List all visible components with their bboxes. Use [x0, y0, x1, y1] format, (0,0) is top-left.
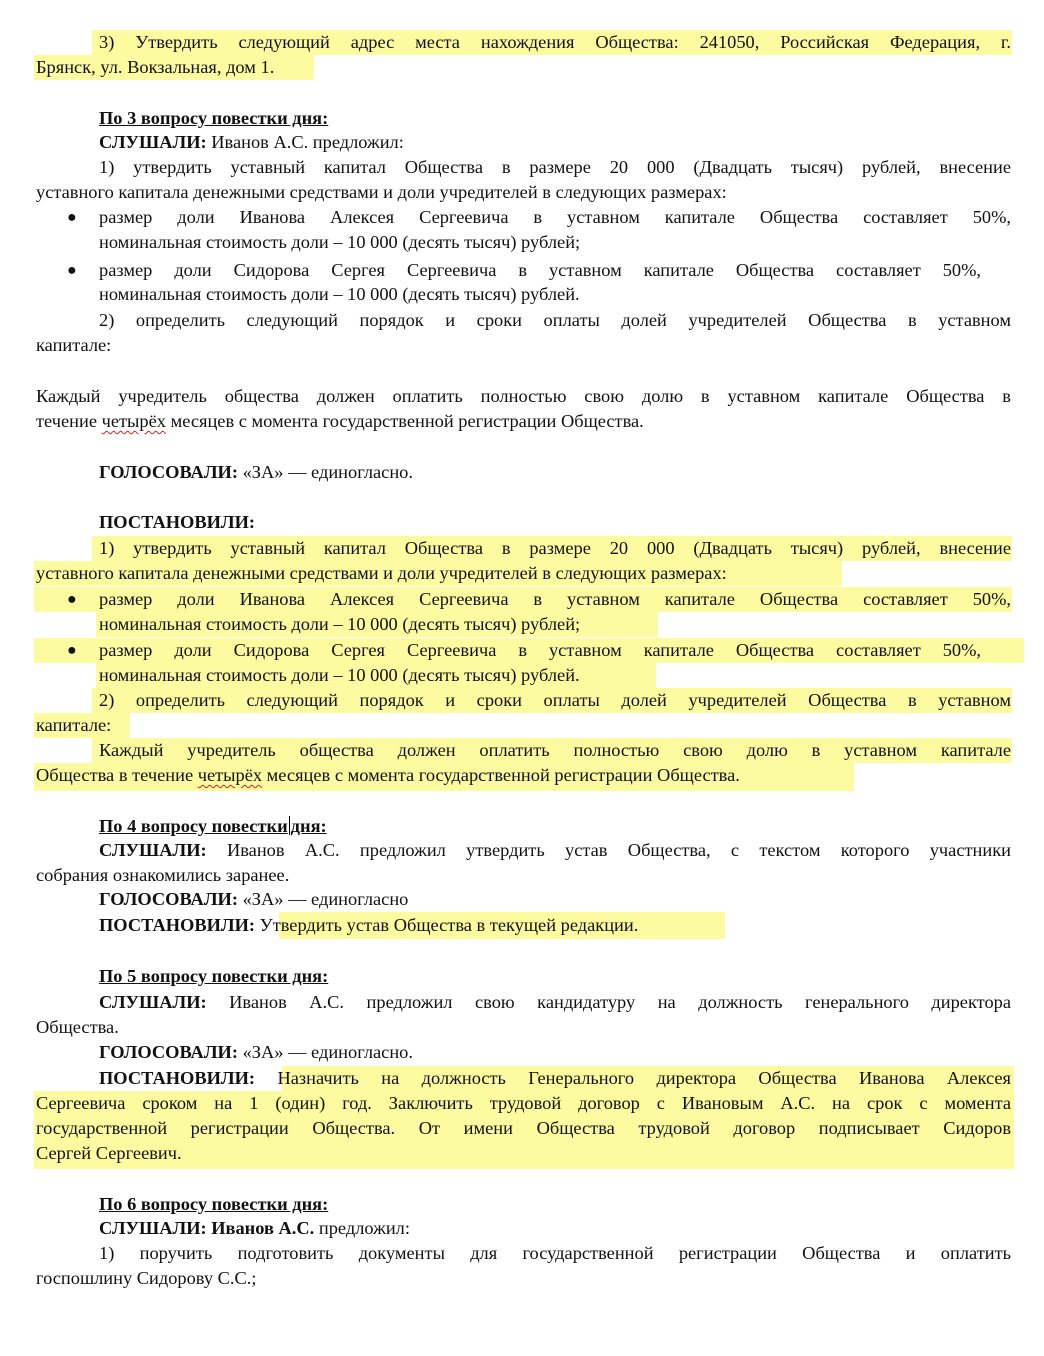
bullet-dot-icon: ● — [67, 642, 77, 659]
heard-text: Иванов А.С. предложил: — [206, 132, 404, 152]
resolved-label: ПОСТАНОВИЛИ: — [99, 915, 256, 935]
heard-line — [99, 838, 1011, 863]
address-line: 3) Утвердить следующий адрес места нахождения Общества: 241050, Российская Федерация, г. — [99, 32, 1011, 52]
heard-label: СЛУШАЛИ: Иванов А.С. — [99, 1218, 315, 1238]
address-line: Брянск, ул. Вокзальная, дом 1. — [36, 57, 275, 77]
resolved-line — [99, 913, 1011, 938]
heard-text: предложил: — [314, 1218, 410, 1238]
spellcheck-underline-icon: четырёх — [101, 411, 166, 431]
bullet-item: размер доли Сидорова Сергея Сергеевича в уставном капитале Общества составляет 50%, — [99, 640, 981, 660]
bullet-item: размер доли Сидорова Сергея Сергеевича в уставном капитале Общества составляет 50%, — [99, 260, 981, 280]
bullet-item: размер доли Иванова Алексея Сергеевича в уставном капитале Общества составляет 50%, — [99, 207, 1011, 227]
resolved-line — [99, 1066, 1011, 1091]
heard-text: Иванов А.С. предложил свою кандидатуру на должность генерального директора — [206, 992, 1011, 1012]
resolution-line: Общества в течение четырёх месяцев с момента государственной регистрации Общества. — [36, 765, 740, 785]
voted-label: ГОЛОСОВАЛИ: — [99, 889, 238, 909]
bullet-dot-icon: ● — [67, 591, 77, 608]
resolution-line: Каждый учредитель общества должен оплатить полностью свою долю в уставном капитале — [99, 740, 1011, 760]
heard-text: Иванов А.С. предложил утвердить устав Общества, с текстом которого участники — [206, 840, 1011, 860]
proposal-line: 1) утвердить уставный капитал Общества в размере 20 000 (Двадцать тысяч) рублей, внесение — [99, 157, 1011, 177]
resolved-text: Утвердить устав Общества в текущей редакции. — [259, 915, 639, 935]
agenda-heading-6: По 6 вопросу повестки дня: — [99, 1194, 329, 1214]
voted-line — [99, 887, 1011, 912]
proposal-line: 2) определить следующий порядок и сроки оплаты долей учредителей Общества в уставном — [99, 310, 1011, 330]
resolution-line: уставного капитала денежными средствами и доли учредителей в следующих размерах: — [36, 563, 727, 583]
proposal-line: 1) поручить подготовить документы для государственной регистрации Общества и оплатить — [99, 1243, 1011, 1263]
bullet-dot-icon: ● — [67, 209, 77, 226]
heard-label: СЛУШАЛИ: — [99, 840, 207, 860]
voted-label: ГОЛОСОВАЛИ: — [99, 1042, 238, 1062]
resolution-line: 1) утвердить уставный капитал Общества в размере 20 000 (Двадцать тысяч) рублей, внесение — [99, 538, 1011, 558]
resolved-line: государственной регистрации Общества. От имени Общества трудовой договор подписывает Сидоров — [36, 1118, 1011, 1138]
payment-line: Каждый учредитель общества должен оплатить полностью свою долю в уставном капитале Общества в — [36, 386, 1011, 406]
heard-line — [99, 130, 1011, 155]
resolved-text: Назначить на должность Генерального директора Общества Иванова Алексея — [277, 1068, 1011, 1088]
bullet-item: номинальная стоимость доли – 10 000 (десять тысяч) рублей. — [99, 284, 580, 304]
agenda-heading-5: По 5 вопросу повестки дня: — [99, 966, 329, 986]
bullet-item: номинальная стоимость доли – 10 000 (десять тысяч) рублей; — [99, 614, 581, 634]
resolved-label: ПОСТАНОВИЛИ: — [99, 512, 256, 532]
voted-line — [99, 460, 1011, 485]
resolved-label: ПОСТАНОВИЛИ: — [99, 1068, 256, 1088]
bullet-dot-icon: ● — [67, 262, 77, 279]
heard-line: Общества. — [36, 1017, 119, 1037]
voted-text: «ЗА» — единогласно — [237, 889, 409, 909]
text-cursor-icon — [289, 816, 290, 835]
agenda-heading-3: По 3 вопросу повестки дня: — [99, 108, 329, 128]
agenda-heading-4: По 4 вопросу повестки дня: — [99, 816, 327, 836]
proposal-line: капитале: — [36, 335, 112, 355]
proposal-line: госпошлину Сидорову С.С.; — [36, 1268, 257, 1288]
voted-label: ГОЛОСОВАЛИ: — [99, 462, 238, 482]
resolved-line: Сергеевича сроком на 1 (один) год. Заключить трудовой договор с Ивановым А.С. на срок с момента — [36, 1093, 1011, 1113]
spellcheck-underline-icon: четырёх — [197, 765, 263, 785]
heard-line: собрания ознакомились заранее. — [36, 865, 290, 885]
resolution-line: капитале: — [36, 715, 112, 735]
heard-line — [99, 1216, 1011, 1241]
proposal-line: уставного капитала денежными средствами и доли учредителей в следующих размерах: — [36, 182, 727, 202]
resolution-line: 2) определить следующий порядок и сроки оплаты долей учредителей Общества в уставном — [99, 690, 1011, 710]
heard-line — [99, 990, 1011, 1015]
payment-line: течение четырёх месяцев с момента государственной регистрации Общества. — [36, 411, 644, 431]
heard-label: СЛУШАЛИ: — [99, 132, 207, 152]
heard-label: СЛУШАЛИ: — [99, 992, 207, 1012]
resolved-line: Сергей Сергеевич. — [36, 1143, 182, 1163]
voted-line — [99, 1040, 1011, 1065]
voted-text: «ЗА» — единогласно. — [237, 1042, 413, 1062]
bullet-item: номинальная стоимость доли – 10 000 (десять тысяч) рублей; — [99, 232, 581, 252]
voted-text: «ЗА» — единогласно. — [237, 462, 413, 482]
bullet-item: размер доли Иванова Алексея Сергеевича в уставном капитале Общества составляет 50%, — [99, 589, 1011, 609]
bullet-item: номинальная стоимость доли – 10 000 (десять тысяч) рублей. — [99, 665, 580, 685]
